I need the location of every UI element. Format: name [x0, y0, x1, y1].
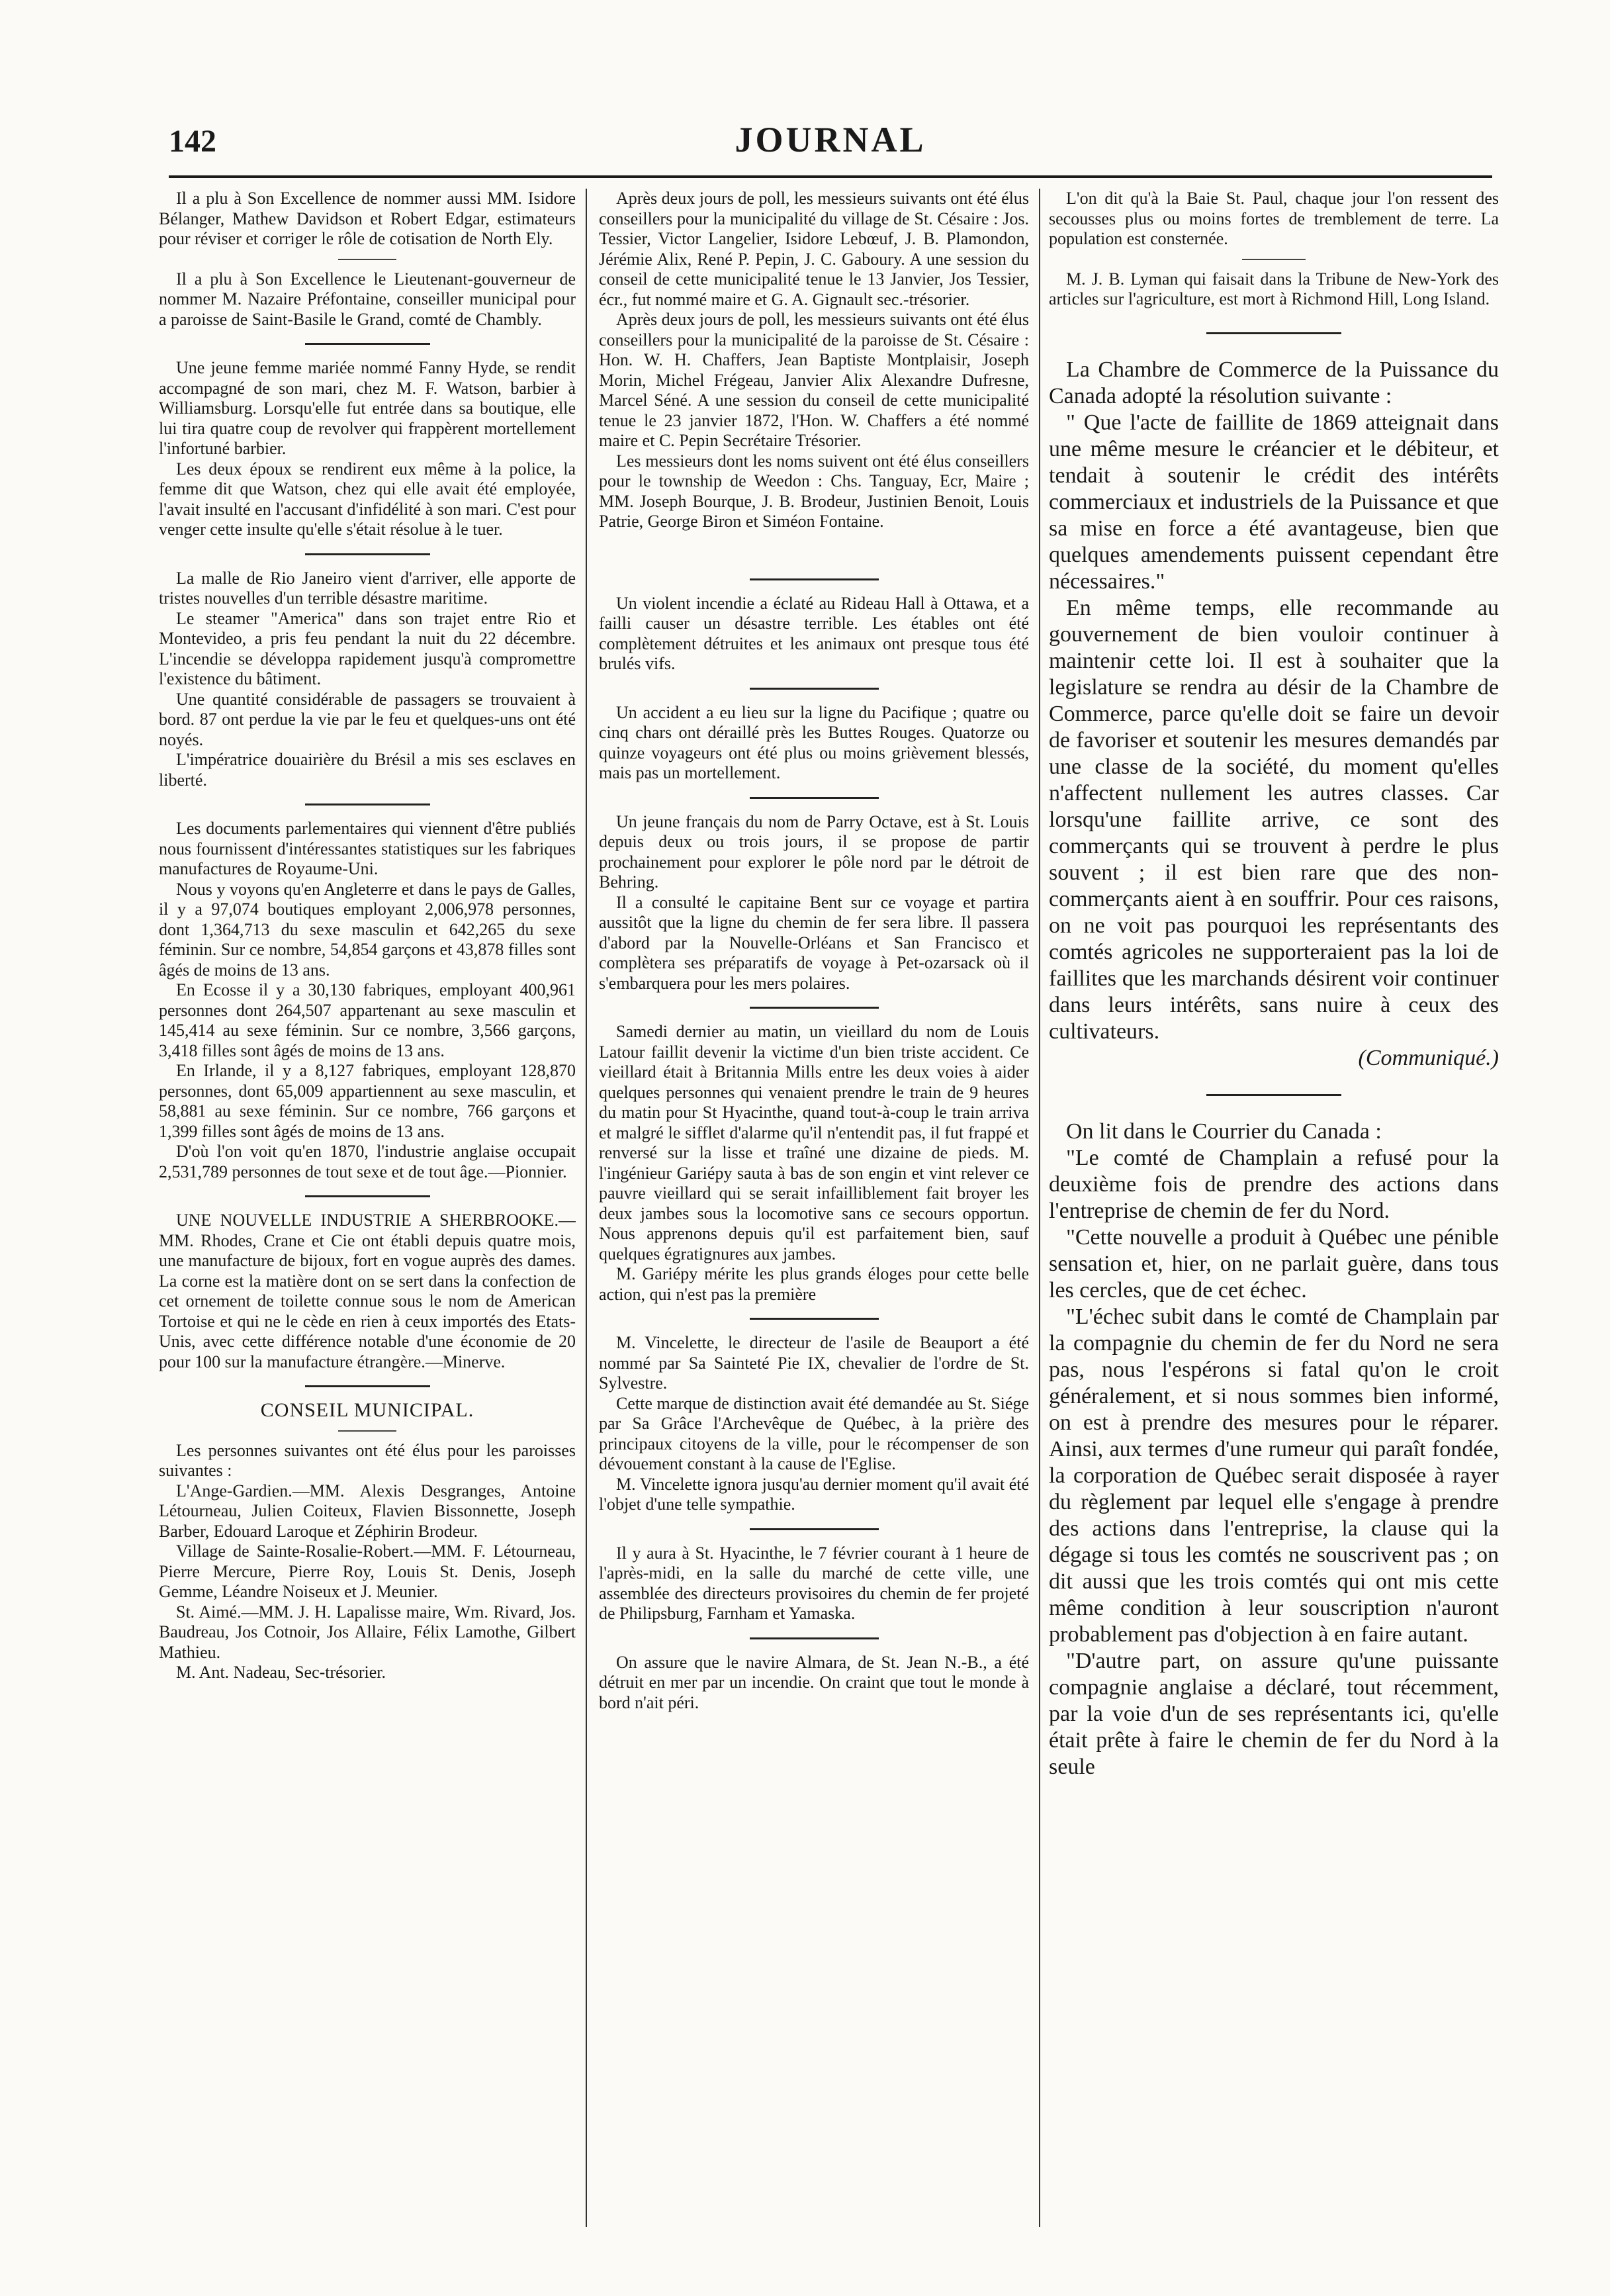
- separator: [750, 797, 879, 799]
- separator: [305, 1195, 430, 1197]
- separator: [1242, 259, 1305, 260]
- separator: [750, 1528, 879, 1530]
- separator: [1206, 1094, 1341, 1096]
- paragraph: M. Vincelette, le directeur de l'asile de Beauport a été nommé par Sa Sainteté Pie IX, chevalier de l'ordre de St. Sylvestre.: [599, 1333, 1029, 1393]
- quotation: " Que l'acte de faillite de 1869 atteignait dans une même mesure le créancier et le débiteur, et tendait à soutenir le crédit des intérêts commerciaux et industriels de la Puissance et que sa mise en force a été avantageuse, bien que quelques amendements puissent cependant être nécessaires.": [1049, 410, 1499, 594]
- paragraph: La malle de Rio Janeiro vient d'arriver, elle apporte de tristes nouvelles d'un terrible désastre maritime.: [159, 568, 576, 608]
- paragraph: L'on dit qu'à la Baie St. Paul, chaque jour l'on ressent des secousses plus ou moins fortes de tremblement de terre. La population est consternée.: [1049, 189, 1499, 248]
- paragraph: Il a consulté le capitaine Bent sur ce voyage et partira aussitôt que la ligne du chemin de fer sera libre. Il passera d'abord par la Nouvelle-Orléans et San Francisco et complètera ses préparatifs de voyage à Pet-ozarsack où il s'embarquera pour les mers polaires.: [599, 892, 1029, 993]
- paragraph: "L'échec subit dans le comté de Champlain par la compagnie du chemin de fer du Nord ne sera pas, nous l'espérons si fatal qu'on le croit généralement, et si nous sommes bien informé, on est à prendre des mesures pour le réparer. Ainsi, aux termes d'une rumeur qui paraît fondée, la corporation de Québec serait disposée à rayer du règlement par lequel elle s'engage à prendre des actions dans l'entreprise, la clause qui la dégage si tous les comtés ne souscrivent pas ; on dit aussi que les trois comtés qui ont mis cette même condition à leur souscription n'auront probablement pas d'objection à en faire autant.: [1049, 1304, 1499, 1647]
- paragraph: Il y aura à St. Hyacinthe, le 7 février courant à 1 heure de l'après-midi, en la salle du marché de cette ville, une assemblée des directeurs provisoires du chemin de fer projeté de Philipsburg, Farnham et Yamaska.: [599, 1543, 1029, 1623]
- attribution: (Communiqué.): [1358, 1045, 1499, 1070]
- paragraph: Les deux époux se rendirent eux même à la police, la femme dit que Watson, chez qui elle avait été employée, l'avait insulté en l'accusant d'infidélité à son mari. C'est pour venger cette insulte qu'elle s'était résolue à le tuer.: [159, 459, 576, 539]
- column-divider: [586, 189, 587, 2227]
- paragraph: M. Vincelette ignora jusqu'au dernier moment qu'il avait été l'objet d'une telle sympathie.: [599, 1474, 1029, 1514]
- separator: [750, 688, 879, 690]
- paragraph: On lit dans le Courrier du Canada :: [1066, 1119, 1382, 1144]
- paragraph: En Irlande, il y a 8,127 fabriques, employant 128,870 personnes, dont 65,009 appartiennent au sexe masculin, et 58,881 au sexe féminin. Sur ce nombre, 766 garçons et 1,399 filles sont âgés de moins de 13 ans.: [159, 1061, 576, 1141]
- paragraph: L'Ange-Gardien.—MM. Alexis Desgranges, Antoine Létourneau, Julien Coiteux, Flavien Bissonnette, Joseph Barber, Edouard Laroque et Zéphirin Brodeur.: [159, 1481, 576, 1541]
- paragraph: St. Aimé.—MM. J. H. Lapalisse maire, Wm. Rivard, Jos. Baudreau, Jos Cotnoir, Jos Allaire, Félix Lamothe, Gilbert Mathieu.: [159, 1602, 576, 1662]
- paragraph: Les personnes suivantes ont été élus pour les paroisses suivantes :: [159, 1440, 576, 1480]
- column-3: [1049, 189, 1499, 2247]
- paragraph: Les documents parlementaires qui viennent d'être publiés nous fournissent d'intéressantes statistiques sur les fabriques manufactures de Royaume-Uni.: [159, 819, 576, 878]
- paragraph: L'impératrice douairière du Brésil a mis ses esclaves en liberté.: [159, 750, 576, 790]
- paragraph: Cette marque de distinction avait été demandée au St. Siége par Sa Grâce l'Archevêque de Québec, à la prière des principaux citoyens de la ville, pour le récompenser de son dévouement constant à la cause de l'Eglise.: [599, 1393, 1029, 1473]
- paragraph: Un jeune français du nom de Parry Octave, est à St. Louis depuis deux ou trois jours, il se propose de partir prochainement pour explorer le pôle nord par le détroit de Behring.: [599, 811, 1029, 892]
- separator: [338, 259, 396, 260]
- page-title: JOURNAL: [735, 120, 926, 160]
- column-2: [599, 189, 1029, 2247]
- separator: [1206, 332, 1341, 334]
- paragraph: "Le comté de Champlain a refusé pour la deuxième fois de prendre des actions dans l'entreprise de chemin de fer du Nord.: [1049, 1145, 1499, 1223]
- paragraph: "Cette nouvelle a produit à Québec une pénible sensation et, hier, on ne parlait guère, dans tous les cercles, que de cet échec.: [1049, 1224, 1499, 1303]
- paragraph: En même temps, elle recommande au gouvernement de bien vouloir continuer à maintenir cette loi. Il est à souhaiter que la legislature se rendra au désir de la Chambre de Commerce, parce qu'elle doit se faire un devoir de favoriser et soutenir les mesures demandés par une classe de la société, du moment qu'elles n'affectent nullement les autres classes. Car lorsqu'une faillite arrive, ce sont des commerçants qui se trouvent à perdre le plus souvent ; il est bien rare que des non-commerçants aient à en souffrir. Pour ces raisons, on ne voit pas pourquoi les représentants des comtés agricoles ne supporteraient pas la loi de faillites que les marchands désirent voir continuer dans leurs intérêts, sans nuire à ceux des cultivateurs.: [1049, 595, 1499, 1044]
- paragraph: Une quantité considérable de passagers se trouvaient à bord. 87 ont perdue la vie par le feu et quelques-uns ont été noyés.: [159, 689, 576, 749]
- paragraph: On assure que le navire Almara, de St. Jean N.-B., a été détruit en mer par un incendie. On craint que tout le monde à bord n'ait péri.: [599, 1652, 1029, 1712]
- paragraph: Le steamer "America" dans son trajet entre Rio et Montevideo, a pris feu pendant la nuit du 22 décembre. L'incendie se développa rapidement jusqu'à compromettre l'existence du bâtiment.: [159, 608, 576, 688]
- page-number: 142: [169, 124, 216, 159]
- header-rule: [169, 175, 1492, 178]
- paragraph: Village de Sainte-Rosalie-Robert.—MM. F. Létourneau, Pierre Mercure, Pierre Roy, Louis St. Denis, Joseph Gemme, Léandre Noiseux et J. Meunier.: [159, 1541, 576, 1601]
- paragraph: "D'autre part, on assure qu'une puissante compagnie anglaise a déclaré, tout récemment, par la voie d'un de ses représentants ici, qu'elle était prête à faire le chemin de fer du Nord à la seule: [1049, 1648, 1499, 1779]
- separator: [750, 578, 879, 580]
- paragraph: Il a plu à Son Excellence le Lieutenant-gouverneur de nommer M. Nazaire Préfontaine, conseiller municipal pour a paroisse de Saint-Basile le Grand, comté de Chambly.: [159, 269, 576, 329]
- paragraph: Une jeune femme mariée nommé Fanny Hyde, se rendit accompagné de son mari, chez M. F. Watson, barbier à Williamsburg. Lorsqu'elle fut entrée dans sa boutique, elle lui tira quatre coup de revolver qui frappèrent mortellement l'infortuné barbier.: [159, 358, 576, 458]
- paragraph: Un violent incendie a éclaté au Rideau Hall à Ottawa, et a failli causer un désastre terrible. Les étables ont été complètement détruites et les animaux ont presque tous été brulés vifs.: [599, 593, 1029, 673]
- separator: [338, 1430, 396, 1432]
- separator: [305, 343, 430, 345]
- paragraph: M. J. B. Lyman qui faisait dans la Tribune de New-York des articles sur l'agriculture, est mort à Richmond Hill, Long Island.: [1049, 269, 1499, 308]
- page-header: [169, 119, 1492, 172]
- separator: [750, 1318, 879, 1320]
- section-heading: CONSEIL MUNICIPAL.: [260, 1399, 474, 1421]
- paragraph: M. Gariépy mérite les plus grands éloges pour cette belle action, qui n'est pas la première: [599, 1264, 1029, 1304]
- column-divider: [1039, 189, 1040, 2227]
- paragraph: En Ecosse il y a 30,130 fabriques, employant 400,961 personnes dont 264,507 appartenant au sexe masculin et 145,414 au sexe féminin. Sur ce nombre, 3,566 garçons, 3,418 filles sont âgés de moins de 13 ans.: [159, 980, 576, 1060]
- separator: [305, 1385, 430, 1387]
- paragraph: D'où l'on voit qu'en 1870, l'industrie anglaise occupait 2,531,789 personnes de tout sexe et de tout âge.—Pionnier.: [159, 1142, 576, 1181]
- paragraph: UNE NOUVELLE INDUSTRIE A SHERBROOKE.—MM. Rhodes, Crane et Cie ont établi depuis quatre mois, une manufacture de bijoux, fort en vogue auprès des dames. La corne est la matière dont on se sert dans la confection de cet ornement de toilette connue sous le nom de American Tortoise et qui ne le cède en rien à ceux importés des Etats-Unis, avec cette différence notable d'une économie de 20 pour 100 sur la manufacture étrangère.—Minerve.: [159, 1211, 576, 1371]
- paragraph: Après deux jours de poll, les messieurs suivants ont été élus conseillers pour la municipalité du village de St. Césaire : Jos. Tessier, Victor Langelier, Isidore Lebœuf, J. B. Plamondon, Jérémie Alix, René P. Pepin, J. C. Gaboury. A une session du conseil de cette municipalité tenue le 13 Janvier, Jos Tessier, écr., fut nommé maire et G. A. Gignault sec.-trésorier.: [599, 189, 1029, 309]
- paragraph: La Chambre de Commerce de la Puissance du Canada adopté la résolution suivante :: [1049, 357, 1499, 408]
- paragraph: M. Ant. Nadeau, Sec-trésorier.: [176, 1663, 386, 1682]
- paragraph: Il a plu à Son Excellence de nommer aussi MM. Isidore Bélanger, Mathew Davidson et Robert Edgar, estimateurs pour réviser et corriger le rôle de cotisation de North Ely.: [159, 189, 576, 248]
- paragraph: Samedi dernier au matin, un vieillard du nom de Louis Latour faillit devenir la victime d'un bien triste accident. Ce vieillard était à Britannia Mills entre les deux voies à aider quelques personnes qui venaient prendre le train de 9 heures du matin pour St Hyacinthe, quand tout-à-coup le train arriva et malgré le sifflet d'alarme qu'il n'entendit pas, il fut frappé et renversé sur la lisse et traîné une dizaine de pieds. M. l'ingénieur Gariépy sauta à bas de son engin et vint relever ce pauvre vieillard qui se serait infailliblement fait broyer les deux jambes sous la locomotive sans ce secours opportun. Nous apprenons depuis qu'il est parfaitement bien, sauf quelques égratignures aux jambes.: [599, 1022, 1029, 1263]
- separator: [305, 804, 430, 805]
- paragraph: Après deux jours de poll, les messieurs suivants ont été élus conseillers pour la municipalité de la paroisse de St. Césaire : Hon. W. H. Chaffers, Jean Baptiste Montplaisir, Joseph Morin, Michel Frégeau, Janvier Alix Alexandre Dufresne, Marcel Séné. A une session du conseil de cette municipalité tenue le 23 janvier 1872, l'Hon. W. Chaffers a été nommé maire et C. Pepin Secrétaire Trésorier.: [599, 310, 1029, 450]
- paragraph: Un accident a eu lieu sur la ligne du Pacifique ; quatre ou cinq chars ont déraillé près les Buttes Rouges. Quatorze ou quinze voyageurs ont été plus ou moins grièvement blessés, mais pas un mortellement.: [599, 702, 1029, 782]
- paragraph: Les messieurs dont les noms suivent ont été élus conseillers pour le township de Weedon : Chs. Tanguay, Ecr, Maire ; MM. Joseph Bourque, J. B. Brodeur, Justinien Benoit, Louis Patrie, George Biron et Siméon Fontaine.: [599, 451, 1029, 531]
- paragraph: Nous y voyons qu'en Angleterre et dans le pays de Galles, il y a 97,074 boutiques employant 2,006,978 personnes, dont 1,364,713 du sexe masculin et 642,265 du sexe féminin. Sur ce nombre, 54,854 garçons et 43,878 filles sont âgés de moins de 13 ans.: [159, 879, 576, 980]
- separator: [305, 553, 430, 555]
- separator: [750, 1637, 879, 1639]
- separator: [750, 1007, 879, 1009]
- column-1: [159, 189, 576, 2247]
